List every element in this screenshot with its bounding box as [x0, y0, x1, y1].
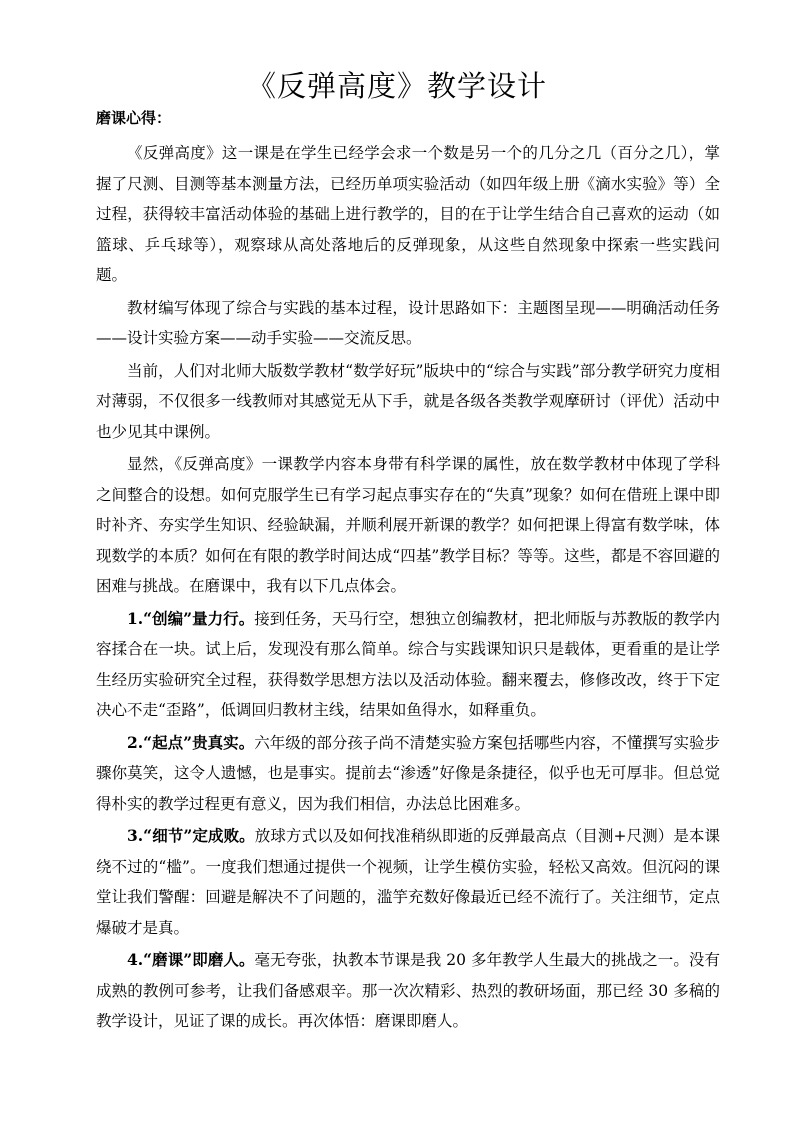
paragraph-challenges: 显然，《反弹高度》一课教学内容本身带有科学课的属性，放在数学教材中体现了学科之间整合的设想。如何克服学生已有学习起点事实存在的“失真”现象？如何在借班上课中即时补齐、夯实学生知识、经验缺漏，并顺利展开新课的教学？如何把课上得富有数学味，体现数学的本质？如何在有限的教学时间达成“四基”教学目标？等等。这些，都是不容回避的困难与挑战。在磨课中，我有以下几点体会。 [96, 455, 720, 595]
point-paragraph-2 [96, 728, 720, 820]
point-lead-4: 4.“磨课”即磨人。 [127, 950, 255, 969]
point-paragraph-4 [96, 945, 720, 1037]
paragraph-intro: 《反弹高度》这一课是在学生已经学会求一个数是另一个的几分之几（百分之几），掌握了尺测、目测等基本测量方法，已经历单项实验活动（如四年级上册《滴水实验》等）全过程，获得较丰富活动体验的基础上进行教学的，目的在于让学生结合自己喜欢的运动（如篮球、乒乓球等），观察球从高处落地后的反弹现象，从这些自然现象中探索一些实践问题。 [96, 144, 720, 284]
point-text-2: 六年级的部分孩子尚不清楚实验方案包括哪些内容，不懂撰写实验步骤你莫笑，这令人遗憾，也是事实。提前去“渗透”好像是条捷径，似乎也无可厚非。但总觉得朴实的教学过程更有意义，因为我们相信，办法总比困难多。 [96, 733, 720, 813]
point-text-4: 毫无夸张，执教本节课是我 20 多年教学人生最大的挑战之一。没有成熟的教例可参考，让我们备感艰辛。那一次次精彩、热烈的教研场面，那已经 30 多稿的教学设计，见证了课的成长。再次体悟：磨课即磨人。 [96, 951, 720, 1030]
section-heading: 磨课心得： [96, 109, 172, 127]
paragraph-current-status: 当前，人们对北师大版数学教材“数学好玩”版块中的“综合与实践”部分教学研究力度相对薄弱，不仅很多一线教师对其感觉无从下手，就是各级各类教学观摩研讨（评优）活动中也少见其中课例。 [96, 361, 720, 441]
point-paragraph-1 [96, 604, 720, 726]
point-lead-1: 1.“创编”量力行。 [127, 608, 255, 628]
document-body [96, 138, 720, 1037]
point-lead-3: 3.“细节”定成败。 [127, 826, 255, 845]
point-text-3: 放球方式以及如何找准稍纵即逝的反弹最高点（目测+尺测）是本课绕不过的“槛”。一度我们想通过提供一个视频，让学生模仿实验，轻松又高效。但沉闷的课堂让我们警醒：回避是解决不了问题的，滥竽充数好像最近已经不流行了。关注细节，定点爆破才是真。 [96, 827, 721, 937]
point-paragraph-3 [96, 821, 720, 943]
point-text-1: 接到任务，天马行空，想独立创编教材，把北师版与苏教版的教学内容揉合在一块。试上后，发现没有那么简单。综合与实践课知识只是载体，更看重的是让学生经历实验研究全过程，获得数学思想方法以及活动体验。翻来覆去，修修改改，终于下定决心不走“歪路”，低调回归教材主线，结果如鱼得水，如释重负。 [96, 609, 720, 719]
document-title: 《反弹高度》教学设计 [246, 69, 547, 103]
point-lead-2: 2.“起点”贵真实。 [127, 732, 255, 752]
paragraph-design-idea: 教材编写体现了综合与实践的基本过程，设计思路如下：主题图呈现——明确活动任务——设计实验方案——动手实验——交流反思。 [96, 298, 720, 347]
